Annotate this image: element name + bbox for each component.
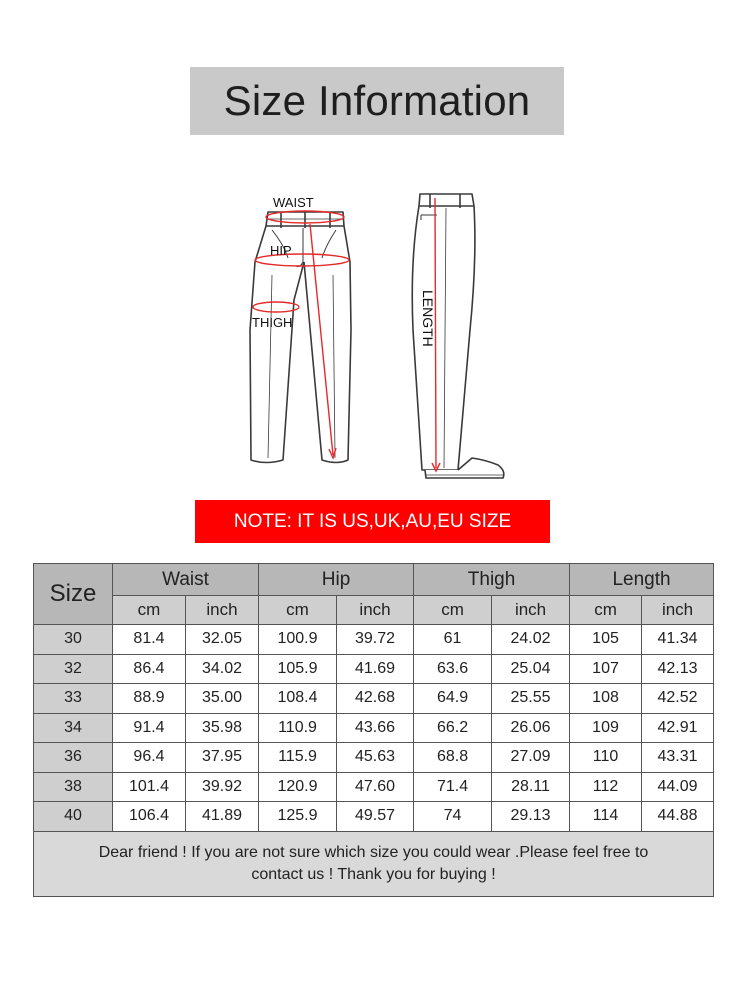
side-length-mark — [432, 198, 440, 471]
unit-header: inch — [492, 596, 570, 625]
table-cell: 25.04 — [492, 654, 570, 684]
table-cell: 39.92 — [186, 772, 259, 802]
unit-header: inch — [186, 596, 259, 625]
table-cell: 86.4 — [113, 654, 186, 684]
table-row — [34, 684, 714, 714]
table-footer-row — [34, 831, 714, 896]
table-cell: 74 — [414, 802, 492, 832]
size-cell: 30 — [34, 625, 113, 655]
waist-header: Waist — [113, 564, 259, 596]
table-cell: 120.9 — [259, 772, 337, 802]
table-cell: 41.69 — [337, 654, 414, 684]
size-cell: 38 — [34, 772, 113, 802]
size-cell: 40 — [34, 802, 113, 832]
unit-header: cm — [259, 596, 337, 625]
table-cell: 42.91 — [642, 713, 714, 743]
table-row — [34, 713, 714, 743]
size-chart-table — [33, 563, 714, 897]
unit-header: cm — [414, 596, 492, 625]
hip-label: HIP — [270, 243, 292, 258]
size-note-banner — [195, 500, 550, 543]
table-cell: 24.02 — [492, 625, 570, 655]
size-cell: 33 — [34, 684, 113, 714]
table-cell: 43.66 — [337, 713, 414, 743]
unit-header: inch — [642, 596, 714, 625]
table-cell: 35.98 — [186, 713, 259, 743]
length-label: LENGTH — [420, 290, 436, 347]
table-row — [34, 625, 714, 655]
footer-line-1: Dear friend ! If you are not sure which size you could wear .Please feel free to — [98, 843, 649, 861]
title-banner — [190, 67, 564, 135]
table-cell: 66.2 — [414, 713, 492, 743]
hip-header: Hip — [259, 564, 414, 596]
size-cell: 32 — [34, 654, 113, 684]
table-cell: 112 — [570, 772, 642, 802]
table-cell: 39.72 — [337, 625, 414, 655]
table-cell: 42.13 — [642, 654, 714, 684]
table-unit-header-row — [34, 596, 714, 625]
table-cell: 29.13 — [492, 802, 570, 832]
length-header: Length — [570, 564, 714, 596]
table-cell: 44.09 — [642, 772, 714, 802]
table-cell: 108 — [570, 684, 642, 714]
side-pants-illustration — [412, 194, 504, 478]
table-cell: 34.02 — [186, 654, 259, 684]
thigh-label: THIGH — [252, 315, 293, 330]
table-cell: 101.4 — [113, 772, 186, 802]
size-cell: 34 — [34, 713, 113, 743]
table-cell: 100.9 — [259, 625, 337, 655]
table-row — [34, 802, 714, 832]
table-cell: 44.88 — [642, 802, 714, 832]
page-title: Size Information — [223, 77, 531, 124]
table-cell: 47.60 — [337, 772, 414, 802]
table-cell: 45.63 — [337, 743, 414, 773]
table-cell: 35.00 — [186, 684, 259, 714]
table-cell: 88.9 — [113, 684, 186, 714]
table-cell: 107 — [570, 654, 642, 684]
size-note: NOTE: IT IS US,UK,AU,EU SIZE — [233, 510, 512, 532]
unit-header: inch — [337, 596, 414, 625]
table-cell: 49.57 — [337, 802, 414, 832]
footer-line-2: contact us ! Thank you for buying ! — [251, 865, 496, 883]
table-cell: 115.9 — [259, 743, 337, 773]
table-cell: 105 — [570, 625, 642, 655]
table-cell: 110 — [570, 743, 642, 773]
waist-label: WAIST — [273, 195, 314, 210]
table-cell: 96.4 — [113, 743, 186, 773]
table-cell: 125.9 — [259, 802, 337, 832]
table-cell: 105.9 — [259, 654, 337, 684]
table-cell: 27.09 — [492, 743, 570, 773]
table-cell: 108.4 — [259, 684, 337, 714]
table-cell: 61 — [414, 625, 492, 655]
table-cell: 26.06 — [492, 713, 570, 743]
table-cell: 42.68 — [337, 684, 414, 714]
table-cell: 28.11 — [492, 772, 570, 802]
table-cell: 91.4 — [113, 713, 186, 743]
table-cell: 109 — [570, 713, 642, 743]
table-cell: 25.55 — [492, 684, 570, 714]
unit-header: cm — [570, 596, 642, 625]
table-cell: 43.31 — [642, 743, 714, 773]
table-row — [34, 654, 714, 684]
table-cell: 41.34 — [642, 625, 714, 655]
table-cell: 106.4 — [113, 802, 186, 832]
table-cell: 37.95 — [186, 743, 259, 773]
table-row — [34, 743, 714, 773]
table-cell: 41.89 — [186, 802, 259, 832]
table-cell: 68.8 — [414, 743, 492, 773]
unit-header: cm — [113, 596, 186, 625]
table-cell: 32.05 — [186, 625, 259, 655]
table-row — [34, 772, 714, 802]
table-cell: 42.52 — [642, 684, 714, 714]
front-pants-illustration — [250, 212, 351, 463]
table-cell: 110.9 — [259, 713, 337, 743]
size-cell: 36 — [34, 743, 113, 773]
table-cell: 64.9 — [414, 684, 492, 714]
table-group-header-row — [34, 564, 714, 596]
size-header: Size — [34, 564, 113, 625]
footer-message — [34, 831, 714, 896]
table-cell: 114 — [570, 802, 642, 832]
thigh-header: Thigh — [414, 564, 570, 596]
table-cell: 81.4 — [113, 625, 186, 655]
table-cell: 71.4 — [414, 772, 492, 802]
front-measurement-marks — [253, 211, 349, 458]
table-cell: 63.6 — [414, 654, 492, 684]
